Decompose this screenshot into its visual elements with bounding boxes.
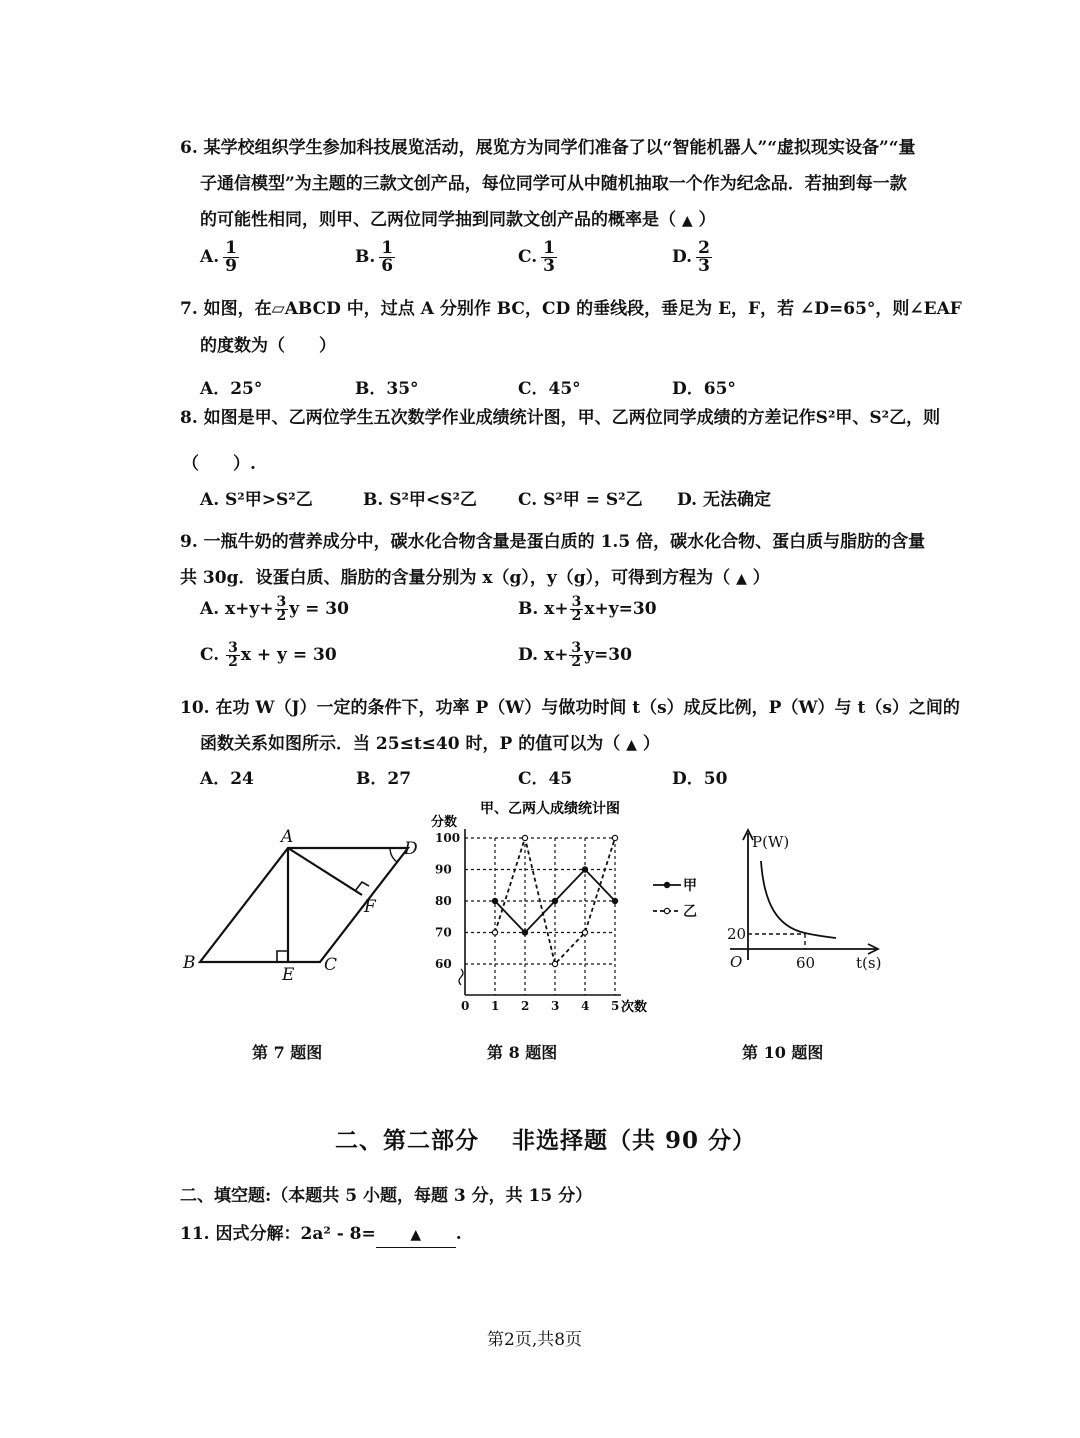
fill-in-header: 二、填空题:（本题共 5 小题，每题 3 分，共 15 分） — [180, 1186, 593, 1206]
right-angle-f — [355, 882, 369, 891]
x-tick-label: 5 — [611, 999, 620, 1013]
q10-line2: 函数关系如图所示．当 25≤t≤40 时，P 的值可以为（ ▲ ） — [200, 734, 660, 754]
inverse-curve — [761, 861, 836, 938]
y-tick-label: 80 — [435, 894, 452, 908]
q6-option-a: A. $\frac{1}{9}$ — [200, 238, 237, 276]
tick-20: 20 — [727, 925, 747, 943]
data-point-yi — [492, 930, 497, 935]
segment-af — [288, 848, 362, 895]
x-tick-label: 2 — [521, 999, 530, 1013]
label-e: E — [282, 965, 295, 985]
x-tick-label: 3 — [551, 999, 560, 1013]
data-point-yi — [522, 835, 527, 840]
chart-x-label: 次数 — [621, 1000, 648, 1015]
y-tick-label: 60 — [435, 957, 452, 971]
q6-line3: 的可能性相同，则甲、乙两位同学抽到同款文创产品的概率是（ ▲ ） — [200, 210, 716, 230]
q8-option-a: A. S²甲>S²乙 — [200, 490, 313, 510]
q6-line1: 6. 某学校组织学生参加科技展览活动，展览方为同学们准备了以“智能机器人”“虚拟现实设备”“量 — [180, 138, 916, 158]
figure-10-inverse-graph — [718, 825, 888, 975]
y-tick-label: 100 — [435, 831, 461, 845]
q9-option-c: C. $\frac{3}{2}$ x + y = 30 — [200, 640, 337, 670]
q8-option-c: C. S²甲 = S²乙 — [518, 490, 643, 510]
q10-option-c: C．45 — [518, 769, 573, 789]
figure-7-parallelogram — [178, 822, 428, 987]
data-point-jia — [492, 898, 497, 903]
q10-option-b: B．27 — [356, 769, 412, 789]
origin-label: O — [730, 953, 743, 971]
data-point-yi — [582, 930, 587, 935]
t-axis-label: t(s) — [856, 954, 882, 972]
data-point-yi — [612, 835, 617, 840]
answer-mark-icon: ▲ — [681, 213, 693, 229]
figure-7-caption: 第 7 题图 — [252, 1043, 323, 1062]
q9-line2: 共 30g．设蛋白质、脂肪的含量分别为 x（g），y（g），可得到方程为（ ▲ ） — [180, 568, 770, 588]
y-tick-label: 90 — [435, 862, 452, 877]
right-angle-e — [277, 951, 288, 962]
label-a: A — [281, 827, 294, 847]
q6-line2: 子通信模型”为主题的三款文创产品，每位同学可从中随机抽取一个作为纪念品．若抽到每一款 — [200, 174, 907, 194]
label-b: B — [183, 953, 196, 973]
q9-option-b: B. x+ $\frac{3}{2}$ x+y=30 — [518, 594, 657, 624]
legend-label: 甲 — [683, 878, 697, 894]
figure-10-caption: 第 10 题图 — [742, 1043, 824, 1062]
legend-marker — [664, 908, 669, 913]
x-tick-label: 0 — [461, 999, 470, 1013]
data-point-jia — [522, 930, 527, 935]
axis-break-icon — [459, 969, 463, 985]
part-two-title: 二、第二部分 非选择题（共 90 分） — [335, 1127, 757, 1154]
x-tick-label: 1 — [491, 999, 500, 1013]
q7-option-a: A．25° — [200, 379, 263, 399]
q7-line1: 7. 如图，在▱ABCD 中，过点 A 分别作 BC，CD 的垂线段，垂足为 E，F，若 ∠D=65°，则∠EAF — [180, 299, 962, 319]
q10-line1: 10. 在功 W（J）一定的条件下，功率 P（W）与做功时间 t（s）成反比例，P（W）与 t（s）之间的 — [180, 698, 960, 718]
angle-d-arc — [390, 848, 397, 862]
q11-line: 11. 因式分解：2a² - 8= ▲ . — [180, 1222, 462, 1248]
q8-option-d: D. 无法确定 — [677, 490, 771, 510]
data-point-jia — [582, 867, 587, 872]
chart-title: 甲、乙两人成绩统计图 — [480, 801, 620, 817]
answer-mark-icon: ▲ — [736, 571, 747, 587]
legend-label: 乙 — [683, 904, 697, 920]
q7-line2: 的度数为（ ） — [200, 336, 336, 356]
q9-option-a: A. x+y+ $\frac{3}{2}$ y = 30 — [200, 594, 349, 624]
answer-mark-icon: ▲ — [410, 1227, 422, 1243]
figure-8-line-chart — [425, 795, 715, 1025]
page-footer: 第2页,共8页 — [487, 1330, 583, 1350]
q9-option-d: D. x+ $\frac{3}{2}$ y=30 — [518, 640, 632, 670]
data-point-jia — [552, 898, 557, 903]
q8-line2: （ ）. — [182, 454, 256, 474]
q9-line1: 9. 一瓶牛奶的营养成分中，碳水化合物含量是蛋白质的 1.5 倍，碳水化合物、蛋白质与脂肪的含量 — [180, 532, 926, 552]
data-point-yi — [552, 961, 557, 966]
label-d: D — [404, 839, 418, 859]
q8-line1: 8. 如图是甲、乙两位学生五次数学作业成绩统计图，甲、乙两位同学成绩的方差记作S²甲、S²乙，则 — [180, 408, 941, 428]
q6-option-d: D. $\frac{2}{3}$ — [672, 238, 710, 276]
data-point-jia — [612, 898, 617, 903]
figure-8-caption: 第 8 题图 — [487, 1043, 558, 1062]
answer-mark-icon: ▲ — [626, 737, 637, 753]
q7-option-c: C．45° — [518, 379, 581, 399]
legend-marker — [664, 882, 669, 887]
x-tick-label: 4 — [581, 999, 590, 1013]
parallelogram-abcd — [200, 848, 408, 962]
label-f: F — [364, 897, 376, 917]
q10-option-a: A．24 — [200, 769, 254, 789]
q7-option-d: D．65° — [672, 379, 736, 399]
y-tick-label: 70 — [435, 925, 452, 940]
q6-option-b: B. $\frac{1}{6}$ — [355, 238, 394, 276]
chart-y-label: 分数 — [431, 815, 458, 830]
tick-60: 60 — [796, 954, 816, 972]
q6-option-c: C. $\frac{1}{3}$ — [518, 238, 555, 276]
q7-option-b: B．35° — [355, 379, 419, 399]
q8-option-b: B. S²甲<S²乙 — [363, 490, 477, 510]
p-axis-label: P(W) — [752, 833, 790, 851]
q10-option-d: D．50 — [672, 769, 728, 789]
label-c: C — [324, 955, 338, 975]
